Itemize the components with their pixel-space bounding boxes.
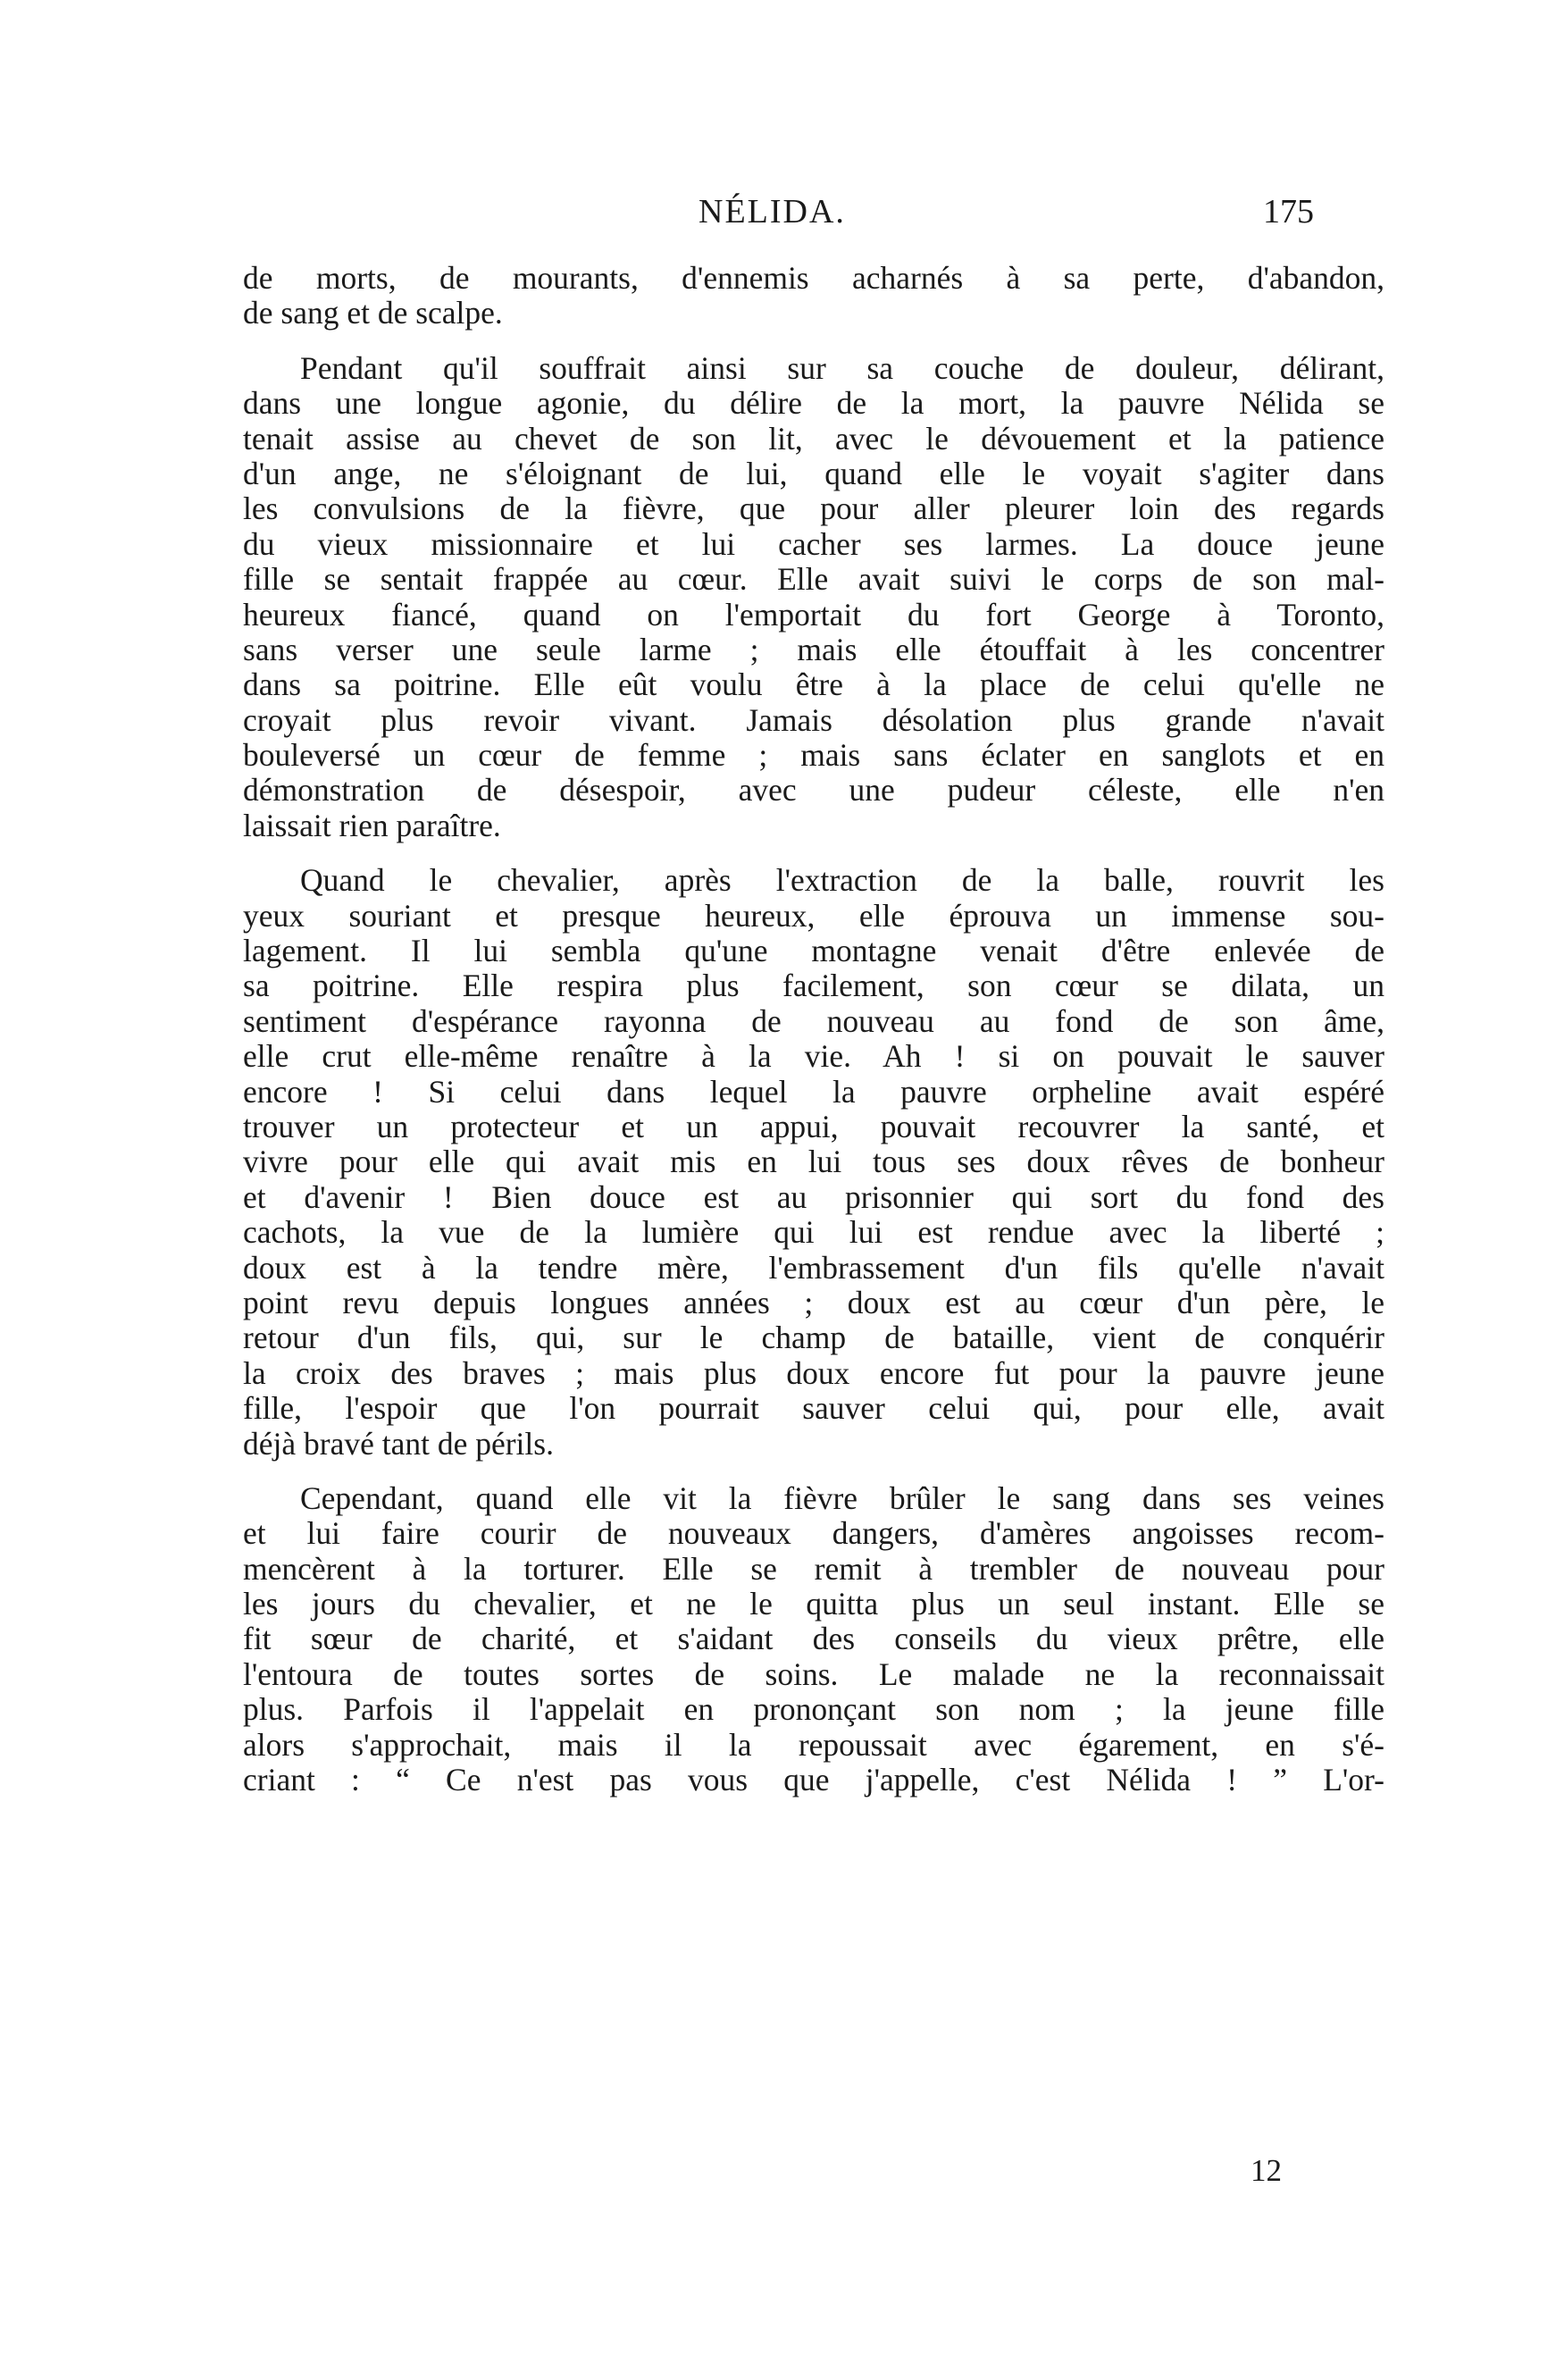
body-text xyxy=(243,261,1385,1798)
signature-mark: 12 xyxy=(1251,2153,1282,2188)
text-line: heureux fiancé, quand on l'emportait du fort George à Toronto, xyxy=(243,596,1385,633)
paragraph xyxy=(243,351,1385,843)
text-line: doux est à la tendre mère, l'embrassement d'un fils qu'elle n'avait xyxy=(243,1249,1385,1286)
text-line: elle crut elle-même renaître à la vie. Ah ! si on pouvait le sauver xyxy=(243,1038,1385,1075)
text-line: encore ! Si celui dans lequel la pauvre orpheline avait espéré xyxy=(243,1073,1385,1110)
text-line: et lui faire courir de nouveaux dangers, d'amères angoisses recom- xyxy=(243,1515,1385,1552)
text-line: dans une longue agonie, du délire de la mort, la pauvre Nélida se xyxy=(243,385,1385,422)
text-line: yeux souriant et presque heureux, elle éprouva un immense sou- xyxy=(243,897,1385,934)
text-line: cachots, la vue de la lumière qui lui est rendue avec la liberté ; xyxy=(243,1214,1385,1251)
text-line: les jours du chevalier, et ne le quitta plus un seul instant. Elle se xyxy=(243,1586,1385,1622)
text-line: laissait rien paraître. xyxy=(243,807,501,843)
text-line: sans verser une seule larme ; mais elle étouffait à les concentrer xyxy=(243,631,1385,667)
text-line: alors s'approchait, mais il la repoussait avec égarement, en s'é- xyxy=(243,1726,1385,1763)
paragraph-gap xyxy=(243,331,1385,351)
text-line: l'entoura de toutes sortes de soins. Le malade ne la reconnaissait xyxy=(243,1655,1385,1692)
page-title: NÉLIDA. xyxy=(699,193,846,230)
text-line: la croix des braves ; mais plus doux encore fut pour la pauvre jeune xyxy=(243,1354,1385,1391)
text-line: déjà bravé tant de périls. xyxy=(243,1425,554,1462)
text-line: du vieux missionnaire et lui cacher ses larmes. La douce jeune xyxy=(243,525,1385,562)
text-line: sa poitrine. Elle respira plus facilement, son cœur se dilata, un xyxy=(243,968,1385,1004)
text-line: d'un ange, ne s'éloignant de lui, quand elle le voyait s'agiter dans xyxy=(243,455,1385,491)
text-line: bouleversé un cœur de femme ; mais sans éclater en sanglots et en xyxy=(243,737,1385,774)
text-line: Pendant qu'il souffrait ainsi sur sa couche de douleur, délirant, xyxy=(300,349,1385,386)
paragraph-gap xyxy=(243,1462,1385,1481)
text-line: trouver un protecteur et un appui, pouvait recouvrer la santé, et xyxy=(243,1108,1385,1144)
text-line: sentiment d'espérance rayonna de nouveau au fond de son âme, xyxy=(243,1002,1385,1039)
text-line: criant : “ Ce n'est pas vous que j'appelle, c'est Nélida ! ” L'or- xyxy=(243,1762,1385,1798)
text-line: fille, l'espoir que l'on pourrait sauver celui qui, pour elle, avait xyxy=(243,1390,1385,1427)
text-line: fit sœur de charité, et s'aidant des conseils du vieux prêtre, elle xyxy=(243,1621,1385,1657)
text-line: plus. Parfois il l'appelait en prononçant son nom ; la jeune fille xyxy=(243,1691,1385,1728)
page-number: 175 xyxy=(1263,193,1314,230)
paragraph xyxy=(243,1481,1385,1798)
text-line: retour d'un fils, qui, sur le champ de bataille, vient de conquérir xyxy=(243,1320,1385,1356)
text-line: Cependant, quand elle vit la fièvre brûler le sang dans ses veines xyxy=(300,1479,1385,1516)
text-line: tenait assise au chevet de son lit, avec le dévouement et la patience xyxy=(243,420,1385,457)
text-line: et d'avenir ! Bien douce est au prisonnier qui sort du fond des xyxy=(243,1178,1385,1215)
text-line: point revu depuis longues années ; doux est au cœur d'un père, le xyxy=(243,1284,1385,1320)
paragraph xyxy=(243,863,1385,1462)
text-line: démonstration de désespoir, avec une pudeur céleste, elle n'en xyxy=(243,772,1385,809)
text-line: lagement. Il lui sembla qu'une montagne venait d'être enlevée de xyxy=(243,933,1385,969)
text-line: croyait plus revoir vivant. Jamais désolation plus grande n'avait xyxy=(243,701,1385,738)
text-line: de morts, de mourants, d'ennemis acharnés à sa perte, d'abandon, xyxy=(243,260,1385,296)
text-line: Quand le chevalier, après l'extraction de la balle, rouvrit les xyxy=(300,862,1385,899)
paragraph-gap xyxy=(243,843,1385,863)
text-line: mencèrent à la torturer. Elle se remit à trembler de nouveau pour xyxy=(243,1550,1385,1587)
text-line: fille se sentait frappée au cœur. Elle avait suivi le corps de son mal- xyxy=(243,561,1385,598)
text-line: vivre pour elle qui avait mis en lui tous ses doux rêves de bonheur xyxy=(243,1144,1385,1180)
text-line: dans sa poitrine. Elle eût voulu être à la place de celui qu'elle ne xyxy=(243,666,1385,703)
text-line: les convulsions de la fièvre, que pour aller pleurer loin des regards xyxy=(243,490,1385,527)
text-line: de sang et de scalpe. xyxy=(243,295,503,331)
running-head xyxy=(0,192,1556,237)
paragraph xyxy=(243,261,1385,331)
